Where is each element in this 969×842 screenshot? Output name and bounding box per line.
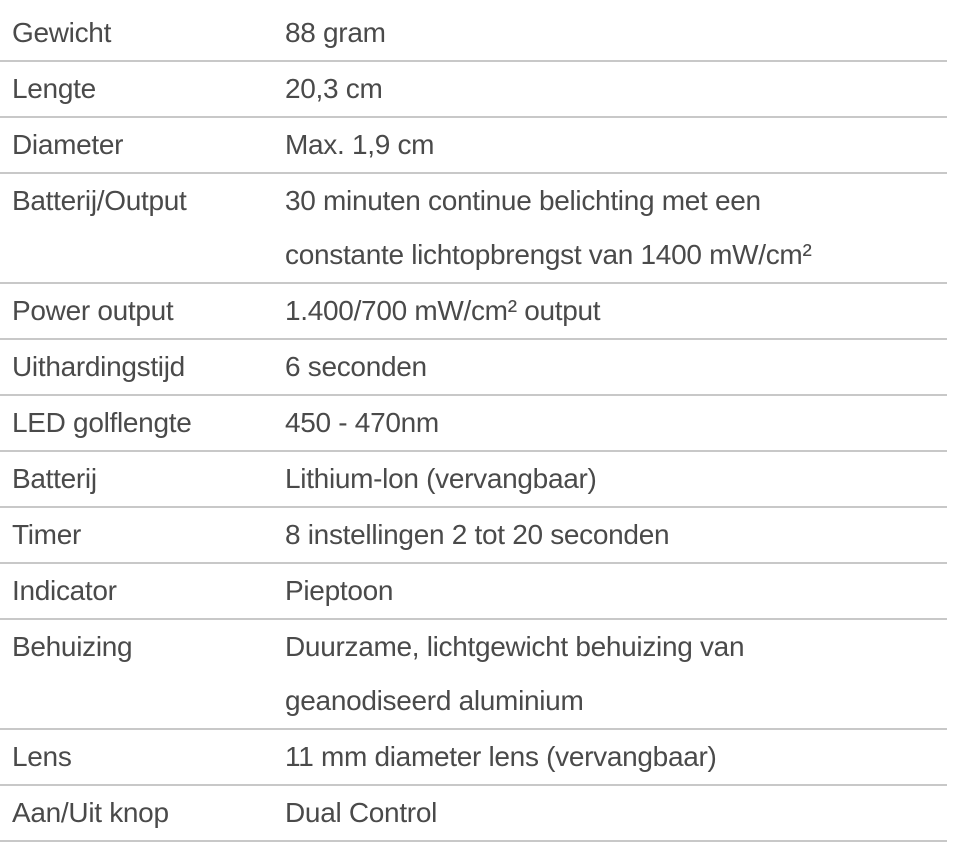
spec-label: Lens — [12, 741, 72, 772]
spec-value-line: 450 - 470nm — [285, 407, 439, 438]
spec-value-line: 8 instellingen 2 tot 20 seconden — [285, 519, 670, 550]
spec-row-indicator — [0, 564, 947, 620]
spec-row-timer — [0, 508, 947, 564]
spec-value-line: Max. 1,9 cm — [285, 129, 435, 160]
spec-table — [0, 6, 947, 842]
spec-label: Diameter — [12, 129, 124, 160]
spec-value — [285, 786, 947, 840]
spec-row-led-golflengte — [0, 396, 947, 452]
spec-value-line: Pieptoon — [285, 575, 394, 606]
spec-value — [285, 730, 947, 784]
spec-row-aan-uit-knop — [0, 786, 947, 842]
spec-value-line: 88 gram — [285, 17, 386, 48]
spec-value — [285, 284, 947, 338]
spec-value — [285, 6, 947, 60]
spec-label: Gewicht — [12, 17, 112, 48]
spec-row-diameter — [0, 118, 947, 174]
spec-row-uithardingstijd — [0, 340, 947, 396]
spec-row-lengte — [0, 62, 947, 118]
spec-label: Uithardingstijd — [12, 351, 185, 382]
spec-label: Aan/Uit knop — [12, 797, 169, 828]
spec-value — [285, 564, 947, 618]
spec-value — [285, 118, 947, 172]
spec-row-power-output — [0, 284, 947, 340]
spec-label: LED golflengte — [12, 407, 192, 438]
spec-label: Power output — [12, 295, 174, 326]
spec-value — [285, 174, 947, 282]
spec-value — [285, 508, 947, 562]
spec-value — [285, 62, 947, 116]
spec-value-line: constante lichtopbrengst van 1400 mW/cm² — [285, 239, 812, 270]
spec-label: Indicator — [12, 575, 117, 606]
spec-value-line: 30 minuten continue belichting met een — [285, 185, 761, 216]
spec-value — [285, 620, 947, 728]
spec-value — [285, 396, 947, 450]
spec-value-line: 1.400/700 mW/cm² output — [285, 295, 601, 326]
spec-label: Batterij — [12, 463, 97, 494]
spec-label: Batterij/Output — [12, 185, 187, 216]
spec-value-line: geanodiseerd aluminium — [285, 685, 584, 716]
spec-value-line: 6 seconden — [285, 351, 427, 382]
spec-row-gewicht — [0, 6, 947, 62]
spec-row-behuizing — [0, 620, 947, 730]
spec-row-lens — [0, 730, 947, 786]
spec-label: Lengte — [12, 73, 96, 104]
spec-value-line: 20,3 cm — [285, 73, 383, 104]
spec-row-batterij — [0, 452, 947, 508]
spec-value — [285, 340, 947, 394]
spec-value-line: Duurzame, lichtgewicht behuizing van — [285, 631, 745, 662]
spec-value — [285, 452, 947, 506]
spec-value-line: 11 mm diameter lens (vervangbaar) — [285, 741, 717, 772]
spec-label: Timer — [12, 519, 82, 550]
spec-value-line: Dual Control — [285, 797, 438, 828]
spec-value-line: Lithium-lon (vervangbaar) — [285, 463, 597, 494]
spec-label: Behuizing — [12, 631, 133, 662]
spec-row-batterij-output — [0, 174, 947, 284]
